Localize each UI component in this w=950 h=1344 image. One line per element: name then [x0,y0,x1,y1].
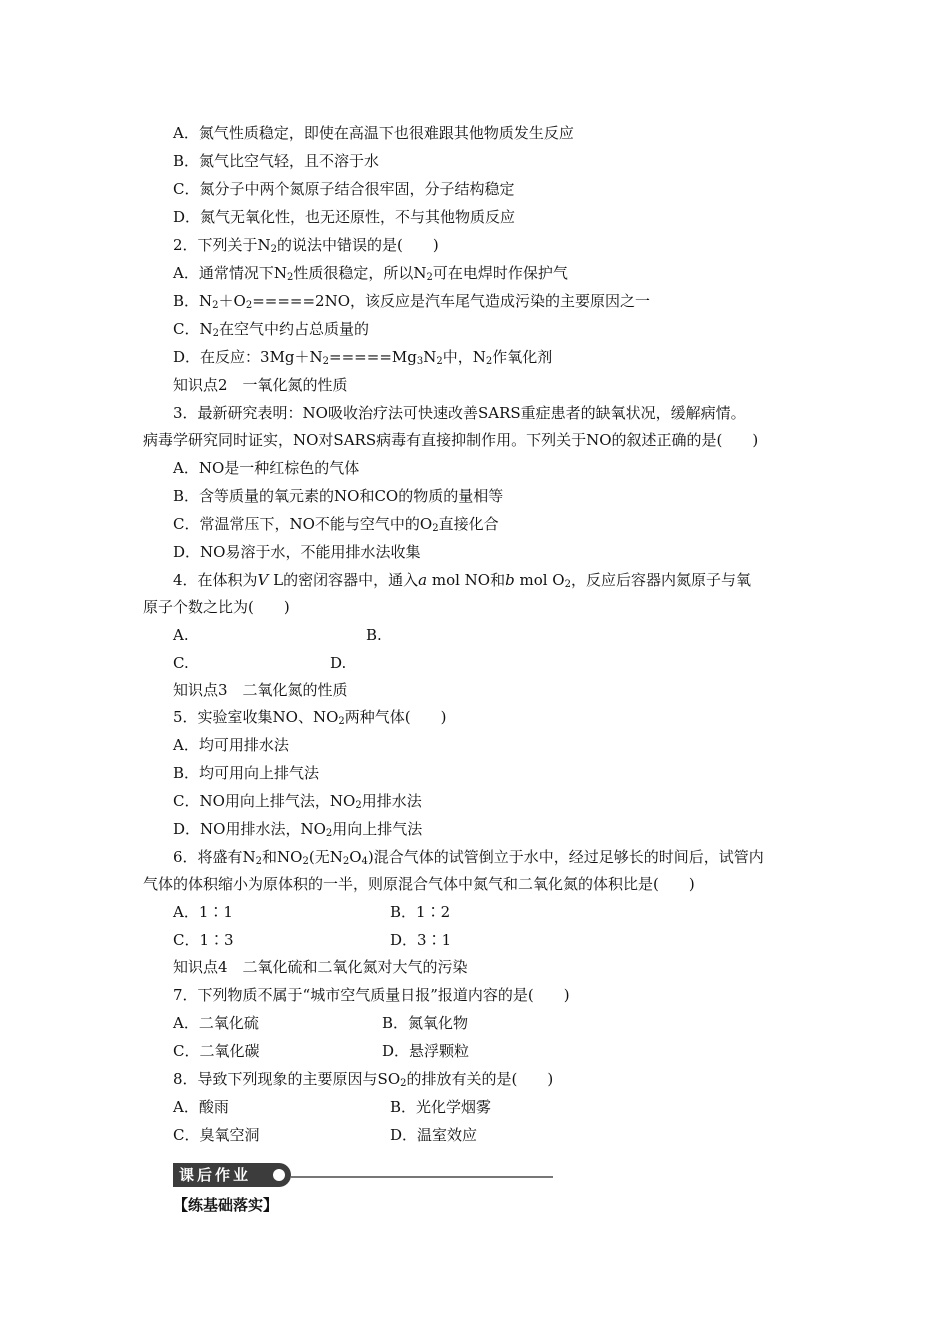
knowledge-point-2: 知识点2 一氧化氮的性质 [173,376,348,394]
q2-option-d: D．在反应：$3Mg+N_2=====Mg_3N_2$中，$N_2$作氧化剂 [173,348,553,367]
q7-option-d: D．悬浮颗粒 [382,1042,470,1060]
q3-option-c: C．常温常压下，NO不能与空气中的$O_2$直接化合 [173,515,499,534]
knowledge-point-3: 知识点3 二氧化氮的性质 [173,681,348,699]
q8-option-d: D．温室效应 [390,1126,478,1144]
q6-stem-line2: 气体的体积缩小为原体积的一半，则原混合气体中氮气和二氧化氮的体积比是( ) [143,875,695,893]
q4-option-b: B. [366,626,382,644]
q5-option-d: D．NO用排水法，$NO_2$用向上排气法 [173,820,423,839]
q3-stem-line1: 3．最新研究表明：NO吸收治疗法可快速改善SARS重症患者的缺氧状况，缓解病情。 [173,404,746,422]
q5-option-a: A．均可用排水法 [173,736,289,754]
knowledge-point-4: 知识点4 二氧化硫和二氧化氮对大气的污染 [173,958,468,976]
q4-stem-line2: 原子个数之比为( ) [143,598,290,616]
q3-option-b: B．含等质量的氧元素的NO和CO的物质的量相等 [173,487,504,505]
q1-option-c: C．氮分子中两个氮原子结合很牢固，分子结构稳定 [173,180,515,198]
q7-option-a: A．二氧化硫 [173,1014,259,1032]
q3-option-a: A．NO是一种红棕色的气体 [173,459,360,477]
q4-option-c: C. [173,654,189,672]
q2-option-c: C．$N_2$在空气中约占总质量的 [173,320,369,339]
q5-option-c: C．NO用向上排气法，$NO_2$用排水法 [173,792,422,811]
q1-option-a: A．氮气性质稳定，即使在高温下也很难跟其他物质发生反应 [173,124,574,142]
q5-option-b: B．均可用向上排气法 [173,764,320,782]
banner-rule [291,1176,553,1178]
q2-option-a: A．通常情况下$N_2$性质很稳定，所以$N_2$可在电焊时作保护气 [173,264,568,283]
q3-option-d: D．NO易溶于水，不能用排水法收集 [173,543,421,561]
q8-option-b: B．光化学烟雾 [390,1098,492,1116]
q2-stem: 2．下列关于$N_2$的说法中错误的是( ) [173,236,439,255]
q6-option-d: D．3∶1 [390,931,452,949]
q6-option-c: C．1∶3 [173,931,234,949]
q7-stem: 7．下列物质不属于“城市空气质量日报”报道内容的是( ) [173,986,570,1004]
q8-option-a: A．酸雨 [173,1098,229,1116]
q7-option-c: C．二氧化碳 [173,1042,260,1060]
q8-option-c: C．臭氧空洞 [173,1126,260,1144]
q6-stem-line1: 6．将盛有$N_2$和$NO_2$(无$N_2O_4$)混合气体的试管倒立于水中，经过足够长的时间后，试管内 [173,848,764,867]
q2-option-b: B．$N_2+O_2=====2NO$，该反应是汽车尾气造成污染的主要原因之一 [173,292,651,311]
homework-banner [173,1163,553,1187]
q4-stem-line1: 4．在体积为V L的密闭容器中，通入a mol NO和b mol $O_2$，反应后容器内氮原子与氧 [173,571,751,590]
q5-stem: 5．实验室收集NO、$NO_2$两种气体( ) [173,708,447,727]
q1-option-b: B．氮气比空气轻，且不溶于水 [173,152,380,170]
banner-title: 课后作业 [179,1166,252,1184]
section-heading: 【练基础落实】 [173,1196,279,1214]
q4-option-a: A. [173,626,189,644]
dot-icon [273,1169,285,1181]
q7-option-b: B．氮氧化物 [382,1014,469,1032]
q4-option-d: D. [330,654,347,672]
q8-stem: 8．导致下列现象的主要原因与$SO_2$的排放有关的是( ) [173,1070,554,1089]
q6-option-b: B．1∶2 [390,903,451,921]
q1-option-d: D．氮气无氧化性，也无还原性，不与其他物质反应 [173,208,516,226]
q3-stem-line2: 病毒学研究同时证实，NO对SARS病毒有直接抑制作用。下列关于NO的叙述正确的是( ) [143,431,759,449]
q6-option-a: A．1∶1 [173,903,233,921]
